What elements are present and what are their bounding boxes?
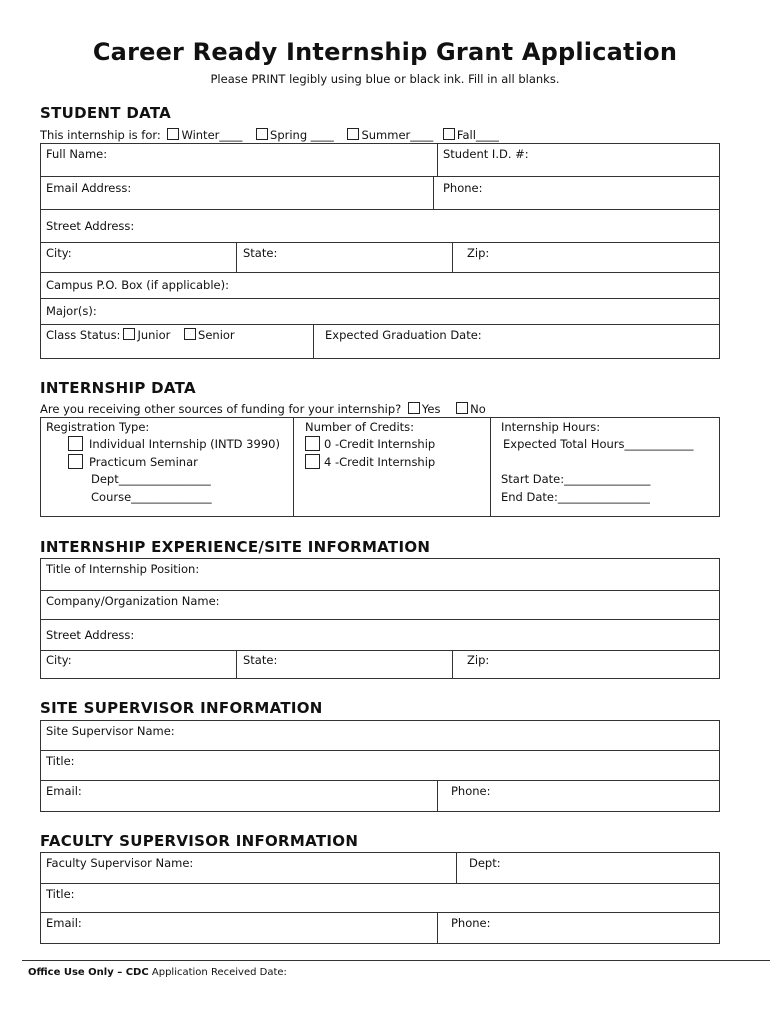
po-box-field[interactable]: Campus P.O. Box (if applicable):: [46, 278, 229, 292]
form-title: Career Ready Internship Grant Application: [92, 38, 678, 66]
email-field[interactable]: Email Address:: [46, 181, 132, 195]
funding-row: [40, 402, 486, 416]
practicum-label: Practicum Seminar: [89, 455, 198, 469]
total-hours-field[interactable]: Expected Total Hours____________: [503, 437, 694, 451]
funding-no-checkbox[interactable]: [456, 402, 468, 414]
faculty-supervisor-email-field[interactable]: Email:: [46, 916, 82, 930]
site-zip-field[interactable]: Zip:: [467, 653, 490, 667]
registration-type-label: Registration Type:: [46, 420, 150, 434]
office-use-line: [28, 967, 287, 978]
fall-checkbox[interactable]: [443, 128, 455, 140]
summer-checkbox[interactable]: [347, 128, 359, 140]
zip-field[interactable]: Zip:: [467, 246, 490, 260]
course-field[interactable]: Course______________: [91, 490, 212, 504]
majors-field[interactable]: Major(s):: [46, 304, 97, 318]
spring-checkbox[interactable]: [256, 128, 268, 140]
section-heading-faculty-supervisor: FACULTY SUPERVISOR INFORMATION: [40, 832, 359, 850]
application-received-date-field[interactable]: Application Received Date:: [151, 967, 287, 978]
credit-4-label: 4 -Credit Internship: [324, 455, 436, 469]
section-heading-site-supervisor: SITE SUPERVISOR INFORMATION: [40, 699, 323, 717]
footer-divider: [22, 960, 770, 961]
phone-field[interactable]: Phone:: [443, 181, 483, 195]
senior-checkbox[interactable]: [184, 328, 196, 340]
individual-internship-checkbox[interactable]: [68, 436, 83, 451]
class-status-row: [46, 328, 235, 342]
faculty-supervisor-title-field[interactable]: Title:: [46, 887, 75, 901]
internship-position-field[interactable]: Title of Internship Position:: [46, 562, 200, 576]
street-address-field[interactable]: Street Address:: [46, 219, 135, 233]
start-date-field[interactable]: Start Date:_______________: [501, 472, 651, 486]
section-heading-internship: INTERNSHIP DATA: [40, 379, 196, 397]
faculty-supervisor-phone-field[interactable]: Phone:: [451, 916, 491, 930]
site-supervisor-title-field[interactable]: Title:: [46, 754, 75, 768]
term-row: [40, 128, 499, 142]
office-use-label: Office Use Only – CDC: [28, 967, 149, 978]
site-supervisor-email-field[interactable]: Email:: [46, 784, 82, 798]
full-name-field[interactable]: Full Name:: [46, 147, 108, 161]
credit-0-checkbox[interactable]: [305, 436, 320, 451]
individual-internship-label: Individual Internship (INTD 3990): [89, 437, 280, 451]
faculty-supervisor-dept-field[interactable]: Dept:: [469, 856, 501, 870]
credit-0-label: 0 -Credit Internship: [324, 437, 436, 451]
credit-0-option: [305, 436, 435, 451]
credits-label: Number of Credits:: [305, 420, 415, 434]
section-heading-student: STUDENT DATA: [40, 104, 172, 122]
junior-label: Junior: [137, 328, 171, 342]
fall-label: Fall____: [456, 128, 499, 142]
senior-label: Senior: [198, 328, 235, 342]
site-city-field[interactable]: City:: [46, 653, 72, 667]
practicum-option: [68, 454, 198, 469]
graduation-date-field[interactable]: Expected Graduation Date:: [325, 328, 482, 342]
individual-internship-option: [68, 436, 280, 451]
internship-hours-label: Internship Hours:: [501, 420, 601, 434]
faculty-supervisor-name-field[interactable]: Faculty Supervisor Name:: [46, 856, 194, 870]
funding-yes-label: Yes: [421, 402, 441, 416]
site-supervisor-name-field[interactable]: Site Supervisor Name:: [46, 724, 175, 738]
spring-label: Spring ____: [270, 128, 334, 142]
summer-label: Summer____: [361, 128, 434, 142]
state-field[interactable]: State:: [243, 246, 278, 260]
funding-question: Are you receiving other sources of funding for your internship?: [40, 402, 402, 416]
city-field[interactable]: City:: [46, 246, 72, 260]
funding-no-label: No: [470, 402, 486, 416]
form-instructions: Please PRINT legibly using blue or black ink. Fill in all blanks.: [210, 72, 560, 86]
student-id-field[interactable]: Student I.D. #:: [443, 147, 529, 161]
practicum-checkbox[interactable]: [68, 454, 83, 469]
section-heading-site: INTERNSHIP EXPERIENCE/SITE INFORMATION: [40, 538, 431, 556]
company-name-field[interactable]: Company/Organization Name:: [46, 594, 220, 608]
credit-4-checkbox[interactable]: [305, 454, 320, 469]
site-state-field[interactable]: State:: [243, 653, 278, 667]
term-prompt: This internship is for:: [40, 128, 161, 142]
credit-4-option: [305, 454, 435, 469]
winter-checkbox[interactable]: [167, 128, 179, 140]
junior-checkbox[interactable]: [123, 328, 135, 340]
site-street-field[interactable]: Street Address:: [46, 628, 135, 642]
site-supervisor-phone-field[interactable]: Phone:: [451, 784, 491, 798]
end-date-field[interactable]: End Date:________________: [501, 490, 650, 504]
dept-field[interactable]: Dept________________: [91, 472, 211, 486]
funding-yes-checkbox[interactable]: [408, 402, 420, 414]
winter-label: Winter____: [181, 128, 243, 142]
class-status-label: Class Status:: [46, 328, 121, 342]
